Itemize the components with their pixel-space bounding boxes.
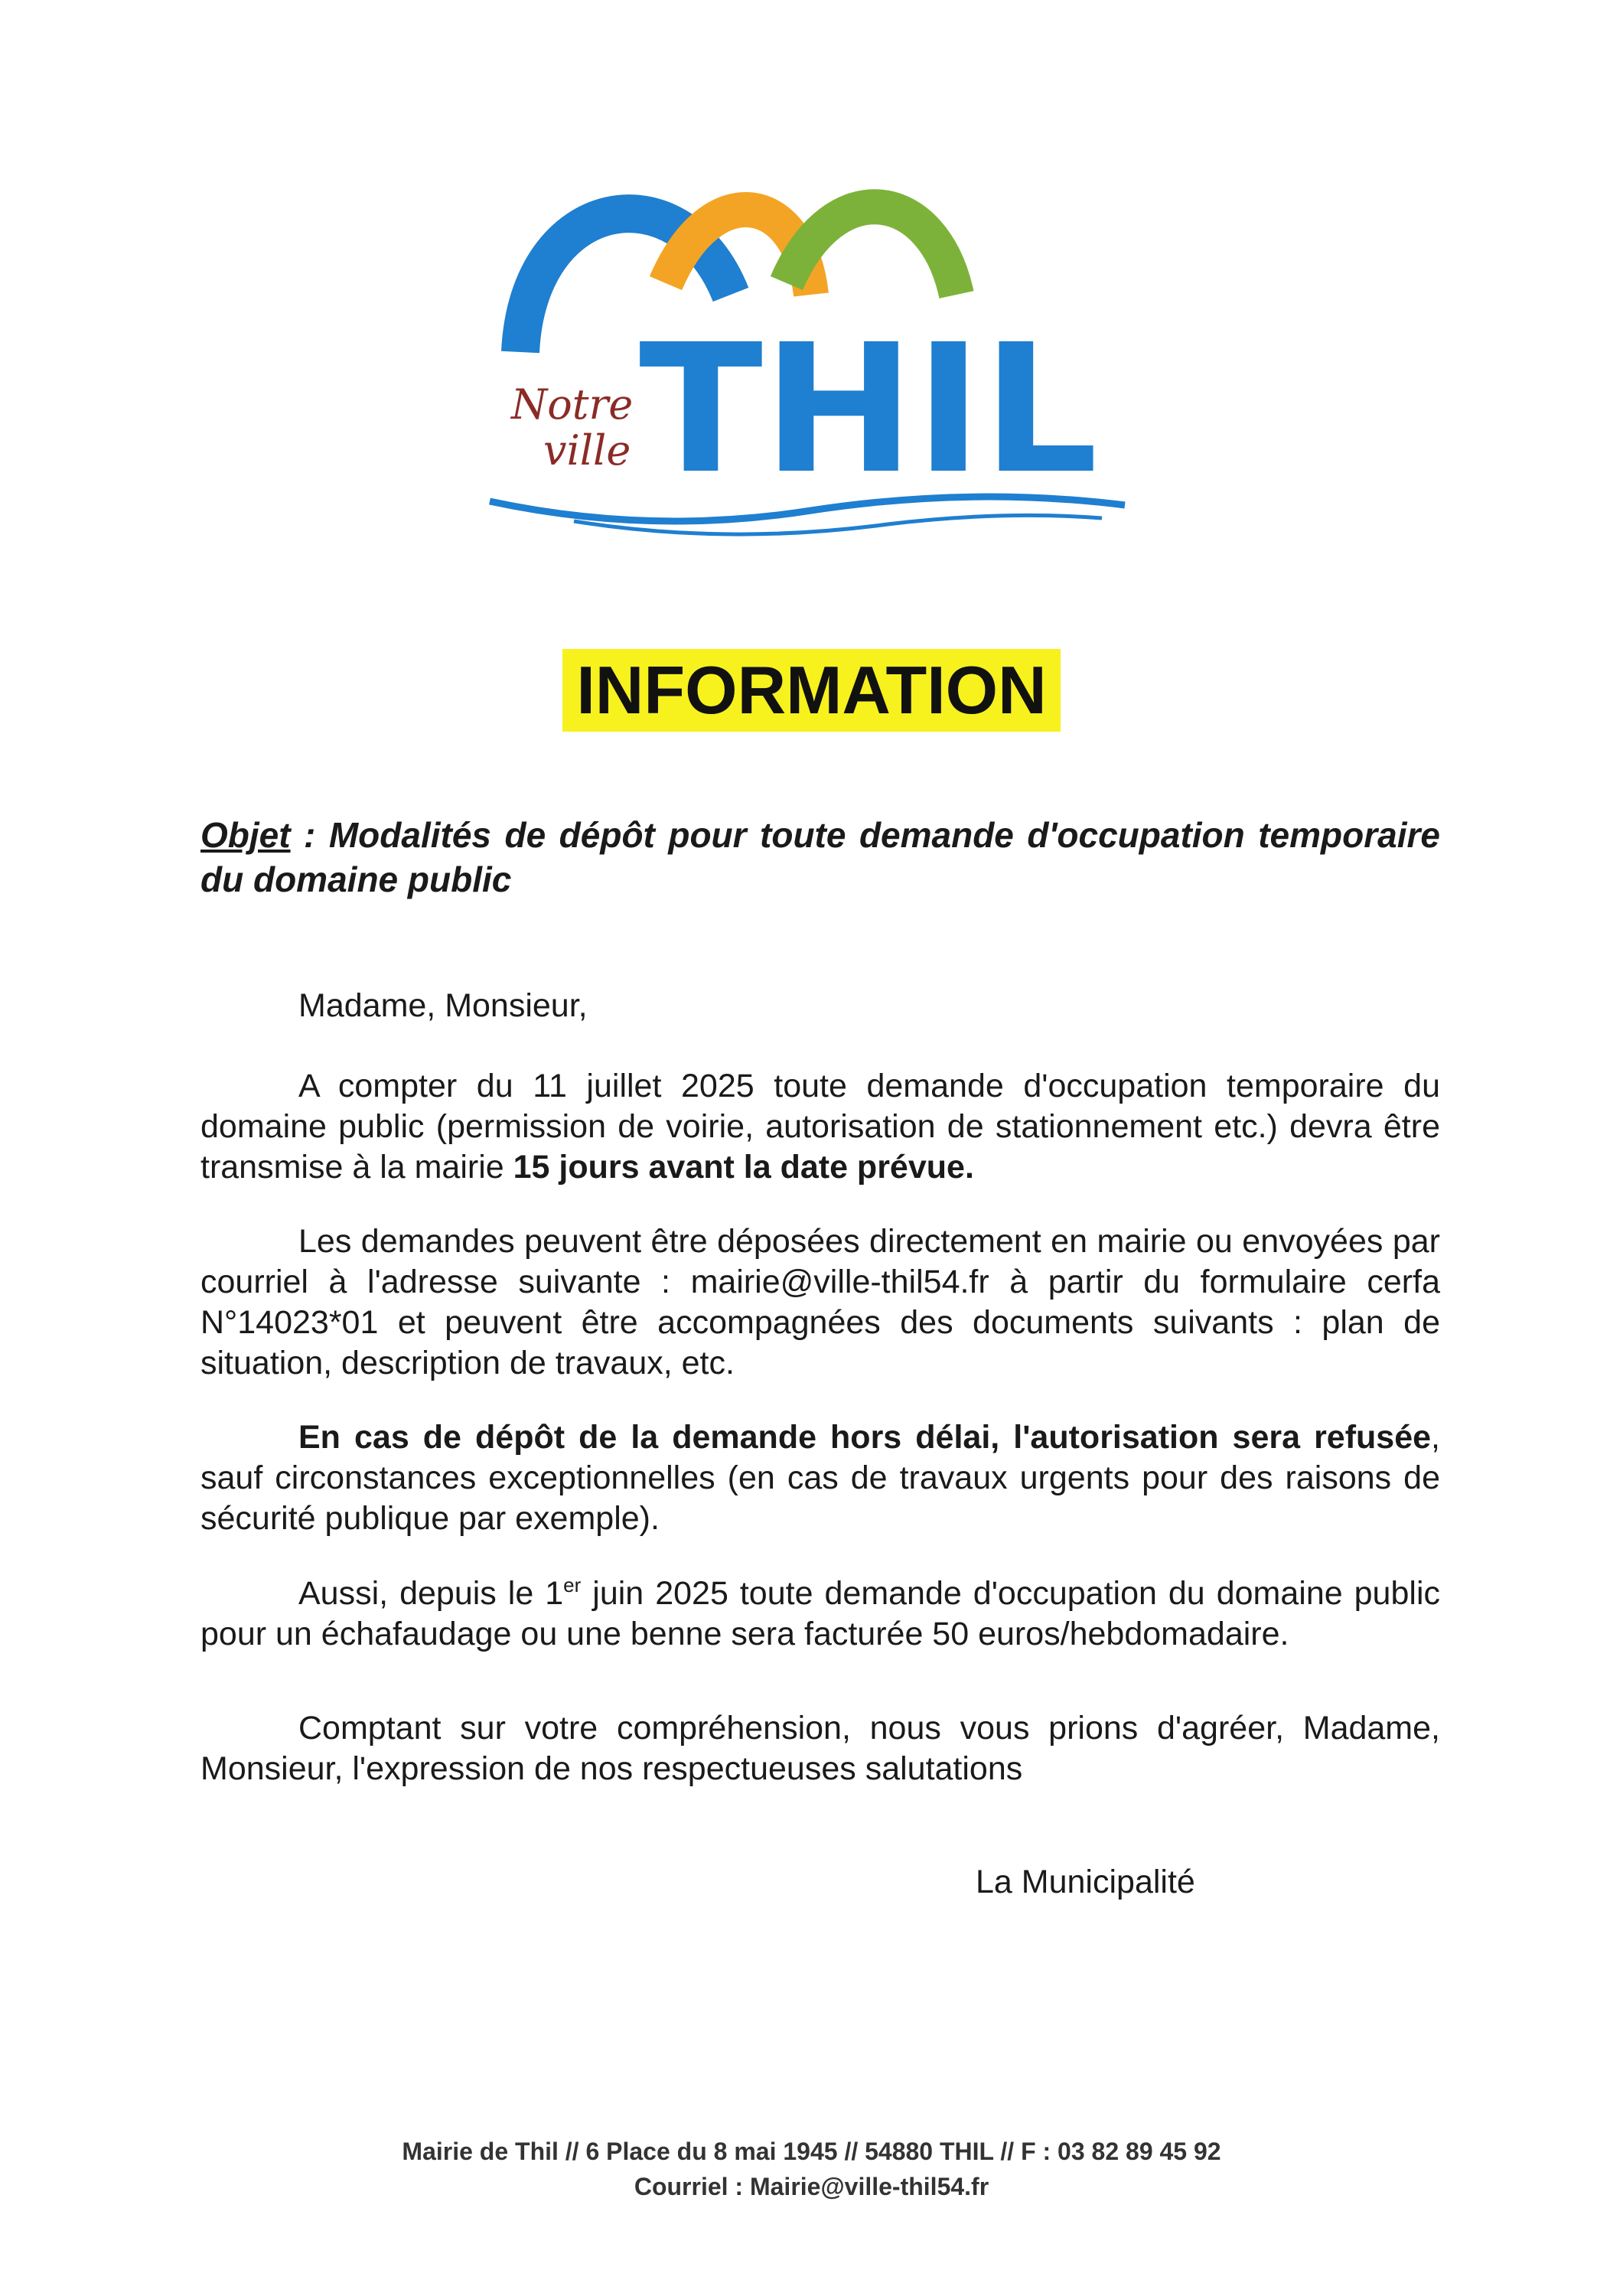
subject-text: Modalités de dépôt pour toute demande d'occupation temporaire du domaine public [200,815,1440,899]
logo-graphic [474,180,1163,563]
paragraph-fee-sup: er [563,1574,582,1596]
paragraph-fee-start: Aussi, depuis le 1 [298,1575,564,1612]
paragraph-late-bold: En cas de dépôt de la demande hors délai, l'autorisation sera refusée [298,1419,1432,1456]
paragraph-deadline-end: . [964,1149,974,1186]
paragraph-closing: Comptant sur votre compréhension, nous vous prions d'agréer, Madame, Monsieur, l'expression de nos respectueuses salutations [200,1710,1440,1787]
subject-label: Objet [200,815,291,855]
paragraph-deadline-bold: 15 jours avant la date prévue [513,1149,965,1186]
paragraph-deadline-text: A compter du 11 juillet 2025 toute demande d'occupation temporaire du domaine public (permission de voirie, autorisation de stationnement etc.) devra être transmise à la mairie [200,1068,1440,1186]
subject-separator: : [290,815,329,855]
logo-tagline-line1: Notre [511,380,634,429]
footer [0,2134,1623,2204]
logo-tagline-line2: ville [543,426,631,475]
information-banner: INFORMATION [562,649,1060,732]
signature: La Municipalité [976,1864,1195,1900]
paragraph-fee-end: juin 2025 toute demande d'occupation du domaine public pour un échafaudage ou une benne sera facturée 50 euros/hebdomadaire. [200,1575,1440,1652]
paragraph-submission: Les demandes peuvent être déposées directement en mairie ou envoyées par courriel à l'adresse suivante : mairie@ville-thil54.fr à partir du formulaire cerfa N°14023*01 et peuvent être accompagnées des documents suivants : plan de situation, description de travaux, etc. [200,1223,1440,1381]
paragraph-late-text: , sauf circonstances exceptionnelles (en cas de travaux urgents pour des raisons de sécurité publique par exemple). [200,1419,1440,1537]
greeting: Madame, Monsieur, [298,987,588,1024]
paragraph-late [200,1417,1440,1539]
paragraph-fee [200,1574,1440,1655]
town-logo [474,180,1163,563]
footer-address: Mairie de Thil // 6 Place du 8 mai 1945 // 54880 THIL // F : 03 82 89 45 92 [402,2138,1221,2165]
footer-email: Courriel : Mairie@ville-thil54.fr [634,2173,989,2200]
logo-name: THIL [639,306,1098,513]
subject-line [200,813,1440,902]
paragraph-deadline [200,1066,1440,1188]
